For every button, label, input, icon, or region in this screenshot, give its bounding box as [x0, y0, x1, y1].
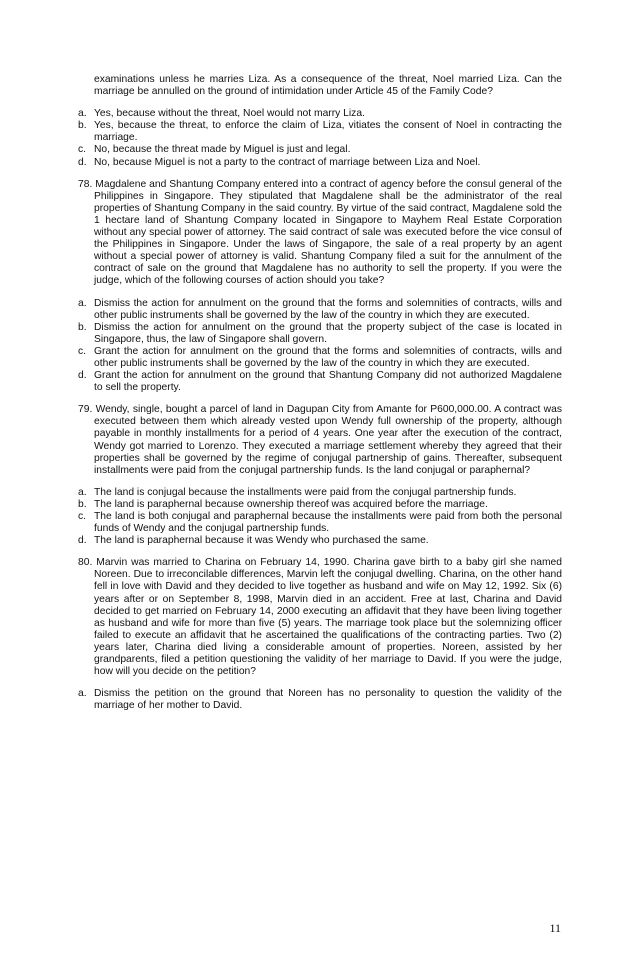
choice-item: b. Dismiss the action for annulment on the ground that the property subject of the case is located in Singapore, thus, the law of Singapore shall govern. — [78, 321, 562, 345]
page-number: 11 — [549, 921, 561, 935]
choice-item: b. Yes, because the threat, to enforce the claim of Liza, vitiates the consent of Noel in contracting the marriage. — [78, 120, 562, 144]
choice-item: b. The land is paraphernal because ownership thereof was acquired before the marriage. — [78, 498, 488, 510]
choice-item: c. No, because the threat made by Miguel is just and legal. — [78, 144, 351, 156]
choice-item: a. Yes, because without the threat, Noel would not marry Liza. — [78, 108, 365, 120]
choice-item: d. The land is paraphernal because it was Wendy who purchased the same. — [78, 535, 429, 547]
question-79-choices — [78, 487, 562, 547]
document-page — [78, 74, 562, 722]
question-80 — [78, 557, 562, 678]
question-text: 78. Magdalene and Shantung Company entered into a contract of agency before the consul general of the Philippines in Singapore. They stipulated that Magdalene shall be the administrator of the real properties of Shantung Company in the said country. By virtue of the said contract, Magdalene sold the 1 hectare land of Shantung Company located in Singapore to Mayhem Real Estate Corporation without any special power of attorney. The said contract of sale was executed before the vice consul of the Philippines in Singapore. Under the laws of Singapore, the sale of a real property by an agent without a special power of attorney is valid. Shantung Company filed a suit for the annulment of the contract of sale on the ground that Magdalene has no authority to sell the property. If you were the judge, which of the following courses of action should you take? — [78, 178, 563, 287]
question-79 — [78, 404, 562, 477]
choice-item: a. The land is conjugal because the installments were paid from the conjugal partnership funds. — [78, 486, 517, 498]
choice-item: d. Grant the action for annulment on the ground that Shantung Company did not authorized Magdalene to sell the property. — [78, 370, 562, 394]
question-text: 79. Wendy, single, bought a parcel of land in Dagupan City from Amante for P600,000.00. A contract was executed between them which already vested upon Wendy full ownership of the property, although payable in monthly installments for a period of 4 years. One year after the execution of the contract, Wendy got married to Lorenzo. They executed a marriage settlement whereby they agreed that their properties shall be governed by the regime of conjugal partnership of gains. Thereafter, subsequent installments were paid from the conjugal partnership funds. Is the land conjugal or paraphernal? — [78, 404, 562, 476]
choice-item: c. The land is both conjugal and paraphernal because the installments were paid from both the personal funds of Wendy and the conjugal partnership funds. — [78, 511, 562, 535]
choice-item: a. Dismiss the action for annulment on the ground that the forms and solemnities of contracts, wills and other public instruments shall be governed by the law of the country in which they are executed. — [78, 297, 562, 321]
choice-item: a. Dismiss the petition on the ground that Noreen has no personality to question the validity of the marriage of her mother to David. — [78, 688, 562, 712]
question-text: 80. Marvin was married to Charina on February 14, 1990. Charina gave birth to a baby girl she named Noreen. Due to irreconcilable differences, Marvin left the conjugal dwelling. Charina, on the other hand fell in love with David and they decided to live together as husband and wife on May 12, 1992. Six (6) years after or on September 8, 1998, Marvin died in an accident. Free at last, Charina and David decided to get married on February 14, 2000 executing an affidavit that they have been living together as husband and wife for more than five (5) years. The marriage took place but the solemnizing officer failed to execute an affidavit that he ascertained the qualifications of the contracting parties. Two (2) years later, Charina died living a considerable amount of properties. Noreen, assisted by her grandparents, filed a petition questioning the validity of her marriage to David. If you were the judge, how will you decide on the petition? — [78, 557, 562, 678]
question-80-choices — [78, 688, 562, 712]
question-78-choices — [78, 298, 562, 395]
choice-item: c. Grant the action for annulment on the ground that the forms and solemnities of contracts, wills and other public instruments shall be governed by the law of the country in which they are executed. — [78, 345, 562, 369]
question-78 — [78, 179, 562, 288]
continuation-choices — [78, 108, 562, 168]
continuation-paragraph: examinations unless he marries Liza. As a consequence of the threat, Noel married Liza. Can the marriage be annulled on the ground of intimidation under Article 45 of the Family Code? — [94, 74, 562, 98]
choice-item: d. No, because Miguel is not a party to the contract of marriage between Liza and Noel. — [78, 156, 481, 168]
